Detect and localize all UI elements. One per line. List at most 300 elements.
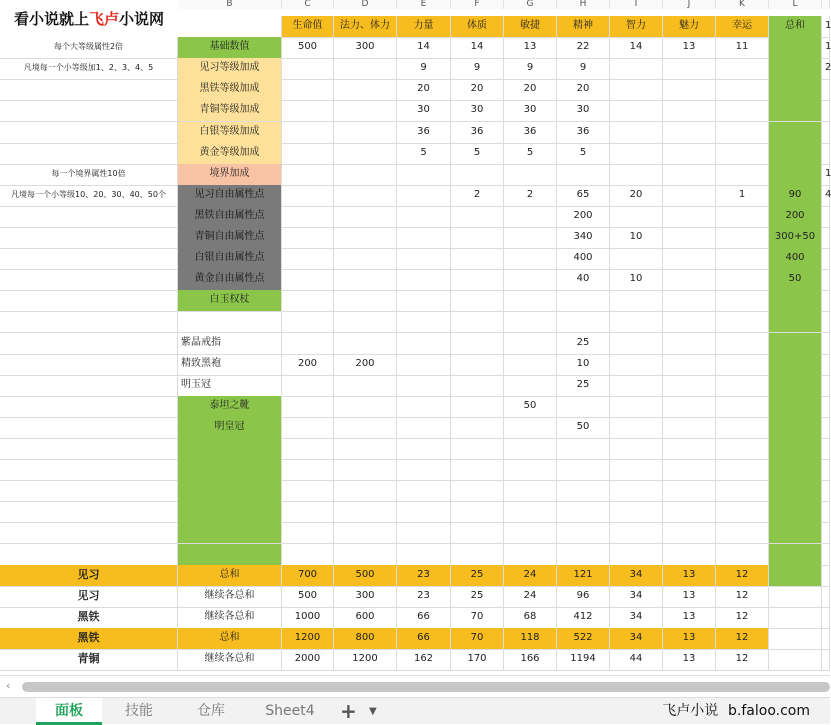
cell[interactable]: 30 [504, 100, 557, 122]
cell[interactable]: 魅力 [663, 16, 716, 38]
cell[interactable] [504, 501, 557, 523]
cell[interactable]: 1000 [282, 607, 334, 629]
cell[interactable]: 12 [716, 628, 769, 650]
cell[interactable] [822, 459, 830, 481]
cell[interactable] [282, 164, 334, 186]
cell[interactable] [769, 122, 822, 144]
cell[interactable] [610, 143, 663, 165]
cell[interactable] [663, 248, 716, 270]
cell[interactable] [716, 417, 769, 439]
cell[interactable] [822, 544, 830, 566]
cell[interactable] [822, 565, 830, 587]
cell[interactable] [0, 311, 178, 333]
cell[interactable]: 30 [557, 100, 610, 122]
cell[interactable] [282, 122, 334, 144]
cell[interactable] [0, 290, 178, 312]
cell[interactable]: 20 [504, 79, 557, 101]
cell[interactable] [178, 16, 282, 38]
cell[interactable]: 9 [451, 58, 504, 80]
cell[interactable] [663, 58, 716, 80]
cell[interactable]: 13 [663, 649, 716, 671]
cell[interactable] [610, 164, 663, 186]
cell[interactable]: 30 [451, 100, 504, 122]
cell[interactable]: 200 [282, 354, 334, 376]
cell[interactable] [178, 501, 282, 523]
cell[interactable] [769, 100, 822, 122]
cell[interactable] [397, 269, 451, 291]
cell[interactable] [504, 438, 557, 460]
cell[interactable] [663, 375, 716, 397]
cell[interactable]: 体质 [451, 16, 504, 38]
cell[interactable] [451, 459, 504, 481]
cell[interactable]: 12 [716, 649, 769, 671]
cell[interactable] [334, 58, 397, 80]
cell[interactable] [334, 79, 397, 101]
cell[interactable] [451, 354, 504, 376]
column-header[interactable]: E [397, 0, 451, 9]
cell[interactable]: 青铜等级加成 [178, 100, 282, 122]
cell[interactable] [769, 565, 822, 587]
cell[interactable] [282, 375, 334, 397]
cell[interactable]: 12 [716, 565, 769, 587]
cell[interactable]: 600 [334, 607, 397, 629]
cell[interactable] [504, 459, 557, 481]
cell[interactable]: 14 [610, 37, 663, 59]
cell[interactable] [769, 544, 822, 566]
cell[interactable] [334, 122, 397, 144]
cell[interactable] [610, 375, 663, 397]
tab-skills[interactable]: 技能 [125, 703, 153, 719]
cell[interactable] [0, 396, 178, 418]
add-sheet-icon[interactable]: + [340, 699, 357, 723]
cell[interactable] [334, 544, 397, 566]
cell[interactable]: 400 [557, 248, 610, 270]
cell[interactable]: 1200 [282, 628, 334, 650]
cell[interactable] [716, 227, 769, 249]
cell[interactable]: 700 [282, 565, 334, 587]
cell[interactable] [557, 544, 610, 566]
cell[interactable] [282, 522, 334, 544]
cell[interactable]: 22 [557, 37, 610, 59]
cell[interactable] [334, 143, 397, 165]
cell[interactable] [282, 459, 334, 481]
cell[interactable] [282, 501, 334, 523]
cell[interactable] [397, 164, 451, 186]
cell[interactable]: 36 [451, 122, 504, 144]
cell[interactable]: 黑铁 [0, 628, 178, 650]
cell[interactable] [0, 100, 178, 122]
cell[interactable]: 50 [769, 269, 822, 291]
cell[interactable] [663, 311, 716, 333]
cell[interactable] [610, 354, 663, 376]
cell[interactable]: 2 [822, 58, 830, 80]
cell[interactable] [822, 480, 830, 502]
cell[interactable] [610, 206, 663, 228]
cell[interactable]: 青铜 [0, 649, 178, 671]
cell[interactable] [557, 396, 610, 418]
cell[interactable]: 500 [334, 565, 397, 587]
cell[interactable] [663, 122, 716, 144]
cell[interactable]: 见习 [0, 586, 178, 608]
cell[interactable] [716, 143, 769, 165]
cell[interactable]: 20 [451, 79, 504, 101]
cell[interactable] [557, 164, 610, 186]
cell[interactable] [663, 185, 716, 207]
cell[interactable] [610, 100, 663, 122]
cell[interactable] [282, 58, 334, 80]
cell[interactable] [769, 522, 822, 544]
cell[interactable]: 800 [334, 628, 397, 650]
cell[interactable] [716, 522, 769, 544]
cell[interactable]: 70 [451, 628, 504, 650]
cell[interactable] [822, 522, 830, 544]
cell[interactable] [716, 164, 769, 186]
cell[interactable] [334, 248, 397, 270]
cell[interactable]: 2000 [282, 649, 334, 671]
cell[interactable] [282, 185, 334, 207]
cell[interactable]: 340 [557, 227, 610, 249]
cell[interactable] [716, 333, 769, 355]
cell[interactable]: 精神 [557, 16, 610, 38]
cell[interactable] [610, 122, 663, 144]
cell[interactable] [397, 522, 451, 544]
cell[interactable]: 24 [504, 586, 557, 608]
cell[interactable] [769, 58, 822, 80]
cell[interactable]: 4 [822, 185, 830, 207]
cell[interactable] [822, 333, 830, 355]
cell[interactable] [610, 290, 663, 312]
cell[interactable] [0, 544, 178, 566]
cell[interactable] [451, 417, 504, 439]
cell[interactable]: 2 [451, 185, 504, 207]
cell[interactable] [282, 396, 334, 418]
cell[interactable]: 13 [504, 37, 557, 59]
tab-panel[interactable]: 面板 [36, 698, 102, 725]
cell[interactable] [822, 248, 830, 270]
cell[interactable]: 66 [397, 628, 451, 650]
cell[interactable] [178, 480, 282, 502]
cell[interactable] [822, 586, 830, 608]
cell[interactable] [178, 459, 282, 481]
cell[interactable] [716, 544, 769, 566]
cell[interactable]: 12 [716, 586, 769, 608]
cell[interactable] [282, 480, 334, 502]
cell[interactable] [504, 164, 557, 186]
cell[interactable]: 10 [557, 354, 610, 376]
cell[interactable]: 见习自由属性点 [178, 185, 282, 207]
cell[interactable]: 121 [557, 565, 610, 587]
cell[interactable] [0, 206, 178, 228]
cell[interactable]: 166 [504, 649, 557, 671]
cell[interactable] [334, 459, 397, 481]
cell[interactable]: 9 [557, 58, 610, 80]
cell[interactable]: 紫晶戒指 [178, 333, 282, 355]
cell[interactable]: 9 [397, 58, 451, 80]
cell[interactable] [282, 417, 334, 439]
cell[interactable] [282, 100, 334, 122]
cell[interactable] [397, 311, 451, 333]
cell[interactable]: 200 [334, 354, 397, 376]
cell[interactable] [663, 459, 716, 481]
cell[interactable] [397, 206, 451, 228]
cell[interactable]: 50 [557, 417, 610, 439]
cell[interactable]: 1 [822, 16, 830, 38]
cell[interactable] [610, 79, 663, 101]
cell[interactable] [663, 501, 716, 523]
cell[interactable] [822, 143, 830, 165]
cell[interactable] [769, 164, 822, 186]
cell[interactable] [451, 248, 504, 270]
cell[interactable] [282, 311, 334, 333]
cell[interactable]: 36 [397, 122, 451, 144]
column-header[interactable]: J [663, 0, 716, 9]
column-header[interactable]: I [610, 0, 663, 9]
horizontal-scrollbar[interactable] [0, 675, 830, 697]
cell[interactable] [716, 501, 769, 523]
cell[interactable] [451, 544, 504, 566]
cell[interactable] [822, 311, 830, 333]
cell[interactable]: 23 [397, 565, 451, 587]
cell[interactable]: 300+50 [769, 227, 822, 249]
cell[interactable] [610, 248, 663, 270]
cell[interactable] [504, 227, 557, 249]
cell[interactable] [822, 649, 830, 671]
cell[interactable]: 34 [610, 586, 663, 608]
cell[interactable]: 13 [663, 628, 716, 650]
cell[interactable]: 162 [397, 649, 451, 671]
cell[interactable] [451, 227, 504, 249]
cell[interactable] [504, 375, 557, 397]
cell[interactable] [282, 438, 334, 460]
cell[interactable] [769, 396, 822, 418]
cell[interactable] [504, 544, 557, 566]
cell[interactable] [397, 290, 451, 312]
cell[interactable] [610, 459, 663, 481]
cell[interactable] [282, 333, 334, 355]
cell[interactable] [504, 311, 557, 333]
cell[interactable] [334, 290, 397, 312]
cell[interactable] [716, 459, 769, 481]
cell[interactable]: 见习 [0, 565, 178, 587]
cell[interactable] [610, 333, 663, 355]
cell[interactable] [663, 396, 716, 418]
cell[interactable] [610, 544, 663, 566]
cell[interactable] [397, 544, 451, 566]
cell[interactable]: 总和 [178, 628, 282, 650]
cell[interactable] [282, 143, 334, 165]
cell[interactable]: 25 [451, 586, 504, 608]
cell[interactable] [0, 375, 178, 397]
cell[interactable] [0, 143, 178, 165]
cell[interactable] [610, 438, 663, 460]
cell[interactable]: 412 [557, 607, 610, 629]
cell[interactable]: 法力、体力 [334, 16, 397, 38]
cell[interactable] [663, 206, 716, 228]
cell[interactable]: 12 [716, 607, 769, 629]
cell[interactable]: 黑铁 [0, 607, 178, 629]
cell[interactable] [334, 206, 397, 228]
cell[interactable]: 1194 [557, 649, 610, 671]
cell[interactable] [0, 501, 178, 523]
cell[interactable] [663, 100, 716, 122]
cell[interactable] [334, 185, 397, 207]
cell[interactable]: 34 [610, 607, 663, 629]
cell[interactable] [334, 333, 397, 355]
cell[interactable]: 基础数值 [178, 37, 282, 59]
cell[interactable]: 智力 [610, 16, 663, 38]
cell[interactable]: 凡境每一个小等级加1、2、3、4、5 [0, 58, 178, 80]
cell[interactable]: 幸运 [716, 16, 769, 38]
cell[interactable] [282, 269, 334, 291]
cell[interactable]: 2 [504, 185, 557, 207]
cell[interactable] [769, 79, 822, 101]
cell[interactable]: 明玉冠 [178, 375, 282, 397]
cell[interactable] [769, 459, 822, 481]
cell[interactable] [334, 100, 397, 122]
cell[interactable] [610, 417, 663, 439]
cell[interactable]: 总和 [178, 565, 282, 587]
cell[interactable]: 65 [557, 185, 610, 207]
cell[interactable]: 黄金等级加成 [178, 143, 282, 165]
cell[interactable] [822, 607, 830, 629]
column-header[interactable]: C [282, 0, 334, 9]
cell[interactable] [504, 333, 557, 355]
cell[interactable] [397, 438, 451, 460]
cell[interactable]: 50 [504, 396, 557, 418]
cell[interactable]: 34 [610, 565, 663, 587]
cell[interactable] [769, 628, 822, 650]
cell[interactable]: 13 [663, 607, 716, 629]
cell[interactable] [769, 37, 822, 59]
cell[interactable] [663, 227, 716, 249]
cell[interactable] [822, 100, 830, 122]
cell[interactable] [504, 269, 557, 291]
cell[interactable]: 泰坦之靴 [178, 396, 282, 418]
cell[interactable]: 白玉权杖 [178, 290, 282, 312]
tab-warehouse[interactable]: 仓库 [197, 703, 225, 719]
cell[interactable] [769, 649, 822, 671]
cell[interactable] [0, 417, 178, 439]
cell[interactable] [451, 480, 504, 502]
cell[interactable] [769, 333, 822, 355]
column-header[interactable]: D [334, 0, 397, 9]
cell[interactable]: 36 [557, 122, 610, 144]
cell[interactable] [716, 206, 769, 228]
cell[interactable] [0, 122, 178, 144]
cell[interactable] [282, 248, 334, 270]
cell[interactable]: 36 [504, 122, 557, 144]
cell[interactable]: 24 [504, 565, 557, 587]
chevron-down-icon[interactable]: ▼ [369, 706, 377, 717]
cell[interactable]: 70 [451, 607, 504, 629]
cell[interactable] [451, 522, 504, 544]
cell[interactable] [769, 438, 822, 460]
cell[interactable] [822, 375, 830, 397]
column-header[interactable] [822, 0, 830, 9]
cell[interactable] [282, 79, 334, 101]
cell[interactable]: 14 [397, 37, 451, 59]
cell[interactable]: 5 [397, 143, 451, 165]
cell[interactable] [397, 185, 451, 207]
cell[interactable] [397, 227, 451, 249]
cell[interactable] [610, 480, 663, 502]
cell[interactable] [0, 227, 178, 249]
cell[interactable]: 68 [504, 607, 557, 629]
cell[interactable] [0, 79, 178, 101]
cell[interactable] [397, 248, 451, 270]
cell[interactable] [716, 58, 769, 80]
cell[interactable]: 1 [716, 185, 769, 207]
cell[interactable] [769, 375, 822, 397]
cell[interactable]: 118 [504, 628, 557, 650]
cell[interactable]: 黑铁自由属性点 [178, 206, 282, 228]
column-header[interactable]: F [451, 0, 504, 9]
cell[interactable] [663, 480, 716, 502]
cell[interactable] [0, 248, 178, 270]
cell[interactable] [716, 290, 769, 312]
cell[interactable] [822, 290, 830, 312]
cell[interactable]: 5 [504, 143, 557, 165]
cell[interactable] [0, 333, 178, 355]
cell[interactable] [397, 354, 451, 376]
cell[interactable]: 10 [610, 227, 663, 249]
cell[interactable] [504, 248, 557, 270]
cell[interactable] [451, 311, 504, 333]
cell[interactable] [504, 206, 557, 228]
cell[interactable]: 170 [451, 649, 504, 671]
cell[interactable] [451, 375, 504, 397]
cell[interactable] [769, 143, 822, 165]
cell[interactable] [822, 354, 830, 376]
scroll-left-icon[interactable]: ‹ [6, 679, 11, 692]
cell[interactable] [663, 417, 716, 439]
cell[interactable] [178, 311, 282, 333]
cell[interactable] [663, 333, 716, 355]
cell[interactable] [282, 227, 334, 249]
column-header[interactable]: L [769, 0, 822, 9]
cell[interactable]: 400 [769, 248, 822, 270]
cell[interactable]: 生命值 [282, 16, 334, 38]
cell[interactable]: 13 [663, 586, 716, 608]
cell[interactable] [663, 522, 716, 544]
cell[interactable]: 25 [451, 565, 504, 587]
cell[interactable] [282, 290, 334, 312]
cell[interactable]: 25 [557, 375, 610, 397]
cell[interactable]: 精致黑袍 [178, 354, 282, 376]
cell[interactable] [557, 501, 610, 523]
cell[interactable]: 500 [282, 586, 334, 608]
cell[interactable] [769, 290, 822, 312]
cell[interactable] [822, 628, 830, 650]
cell[interactable] [769, 417, 822, 439]
column-header[interactable]: B [178, 0, 282, 9]
cell[interactable] [663, 79, 716, 101]
cell[interactable] [716, 354, 769, 376]
cell[interactable] [663, 438, 716, 460]
cell[interactable] [504, 417, 557, 439]
cell[interactable] [769, 501, 822, 523]
cell[interactable] [663, 269, 716, 291]
cell[interactable]: 66 [397, 607, 451, 629]
cell[interactable]: 200 [557, 206, 610, 228]
cell[interactable]: 300 [334, 586, 397, 608]
cell[interactable] [334, 269, 397, 291]
cell[interactable]: 522 [557, 628, 610, 650]
cell[interactable]: 继续各总和 [178, 586, 282, 608]
cell[interactable] [663, 164, 716, 186]
cell[interactable] [504, 480, 557, 502]
cell[interactable] [334, 375, 397, 397]
